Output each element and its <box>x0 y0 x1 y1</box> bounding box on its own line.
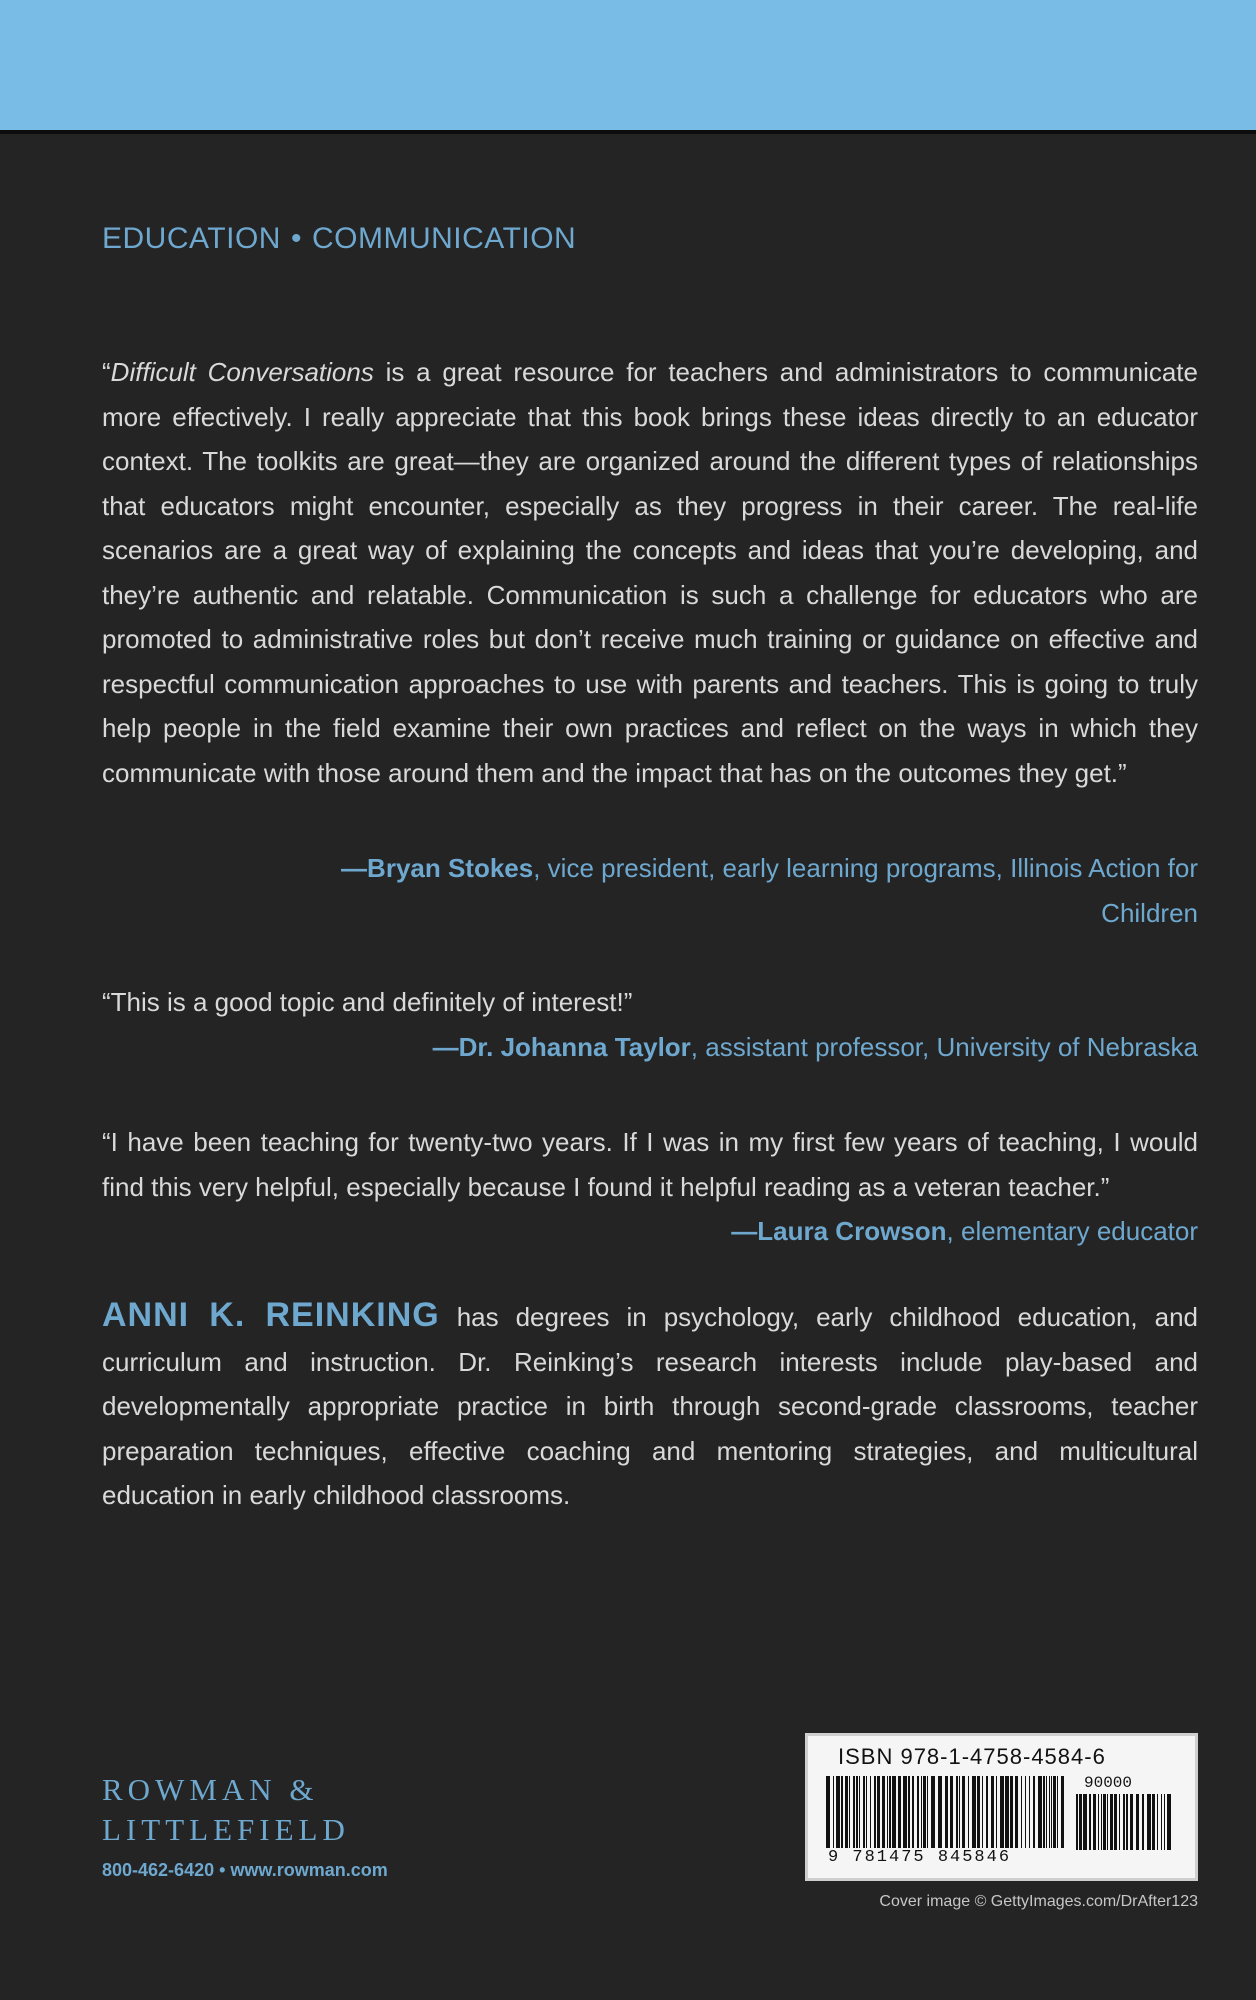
endorsement-attribution-3 <box>731 1209 1198 1254</box>
quote-3-text: “I have been teaching for twenty-two years. If I was in my first few years of teaching, I would find this very helpful, especially because I found it helpful reading as a veteran teacher.” <box>102 1127 1198 1202</box>
category-education: EDUCATION <box>102 222 281 255</box>
author-name: ANNI K. REINKING <box>102 1296 440 1334</box>
endorsement-quote-3 <box>102 1120 1198 1209</box>
attribution-3-role: , elementary educator <box>946 1216 1198 1246</box>
top-color-band <box>0 0 1256 130</box>
attribution-1-dash: — <box>341 853 368 883</box>
author-bio <box>102 1293 1198 1518</box>
endorsement-attribution-2 <box>433 1025 1198 1070</box>
category-communication: COMMUNICATION <box>311 222 577 255</box>
barcode-bars-addon <box>1076 1794 1176 1850</box>
attribution-1-name: Bryan Stokes <box>367 853 534 883</box>
attribution-3-dash: — <box>731 1216 758 1246</box>
attribution-3-name: Laura Crowson <box>757 1216 947 1246</box>
quote-1-text: is a great resource for teachers and administrators to communicate more effectively. I really appreciate that this book brings these ideas directly to an educator context. The toolkits are great—they are organized around the different types of relationships that educators might encounter, especially as they progress in their career. The real-life scenarios are a great way of explaining the concepts and ideas that you’re developing, and they’re authentic and relatable. Communication is such a challenge for educators who are promoted to administrative roles but don’t receive much training or guidance on effective and respectful communication approaches to use with parents and teachers. This is going to truly help people in the field examine their own practices and reflect on the ways in which they communicate with those around them and the impact that has on the outcomes they get.” <box>102 357 1198 788</box>
barcode-ean-digits: 9 781475 845846 <box>828 1848 1012 1867</box>
isbn-barcode <box>805 1733 1198 1881</box>
endorsement-quote-1 <box>102 350 1198 795</box>
publisher-contact: 800-462-6420 • www.rowman.com <box>102 1860 388 1880</box>
barcode-bars-main <box>826 1776 1066 1848</box>
band-divider <box>0 130 1256 134</box>
barcode-addon-digits: 90000 <box>1084 1774 1133 1792</box>
attribution-2-dash: — <box>432 1032 459 1062</box>
publisher-line-2: LITTLEFIELD <box>102 1812 350 1847</box>
endorsement-quote-2 <box>102 980 1198 1025</box>
quote-open-mark: “ <box>102 357 111 387</box>
quote-2-text: “This is a good topic and definitely of interest!” <box>102 987 633 1017</box>
isbn-number: ISBN 978-1-4758-4584-6 <box>838 1744 1106 1769</box>
attribution-1-role: , vice president, early learning programs, Illinois Action for Children <box>533 853 1198 928</box>
category-label <box>102 222 576 256</box>
publisher-line-1: ROWMAN & <box>102 1772 319 1807</box>
attribution-2-role: , assistant professor, University of Nebraska <box>690 1032 1198 1062</box>
author-bio-text: has degrees in psychology, early childhood education, and curriculum and instruction. Dr. Reinking’s research interests include play-based and developmentally appropriate practice in birth through second-grade classrooms, teacher preparation techniques, effective coaching and mentoring strategies, and multicultural education in early childhood classrooms. <box>102 1302 1199 1510</box>
cover-image-credit: Cover image © GettyImages.com/DrAfter123 <box>879 1893 1198 1910</box>
attribution-2-name: Dr. Johanna Taylor <box>458 1032 691 1062</box>
book-title: Difficult Conversations <box>110 357 374 387</box>
category-separator: • <box>290 222 302 255</box>
endorsement-attribution-1 <box>298 846 1198 935</box>
publisher-logo <box>102 1770 350 1850</box>
